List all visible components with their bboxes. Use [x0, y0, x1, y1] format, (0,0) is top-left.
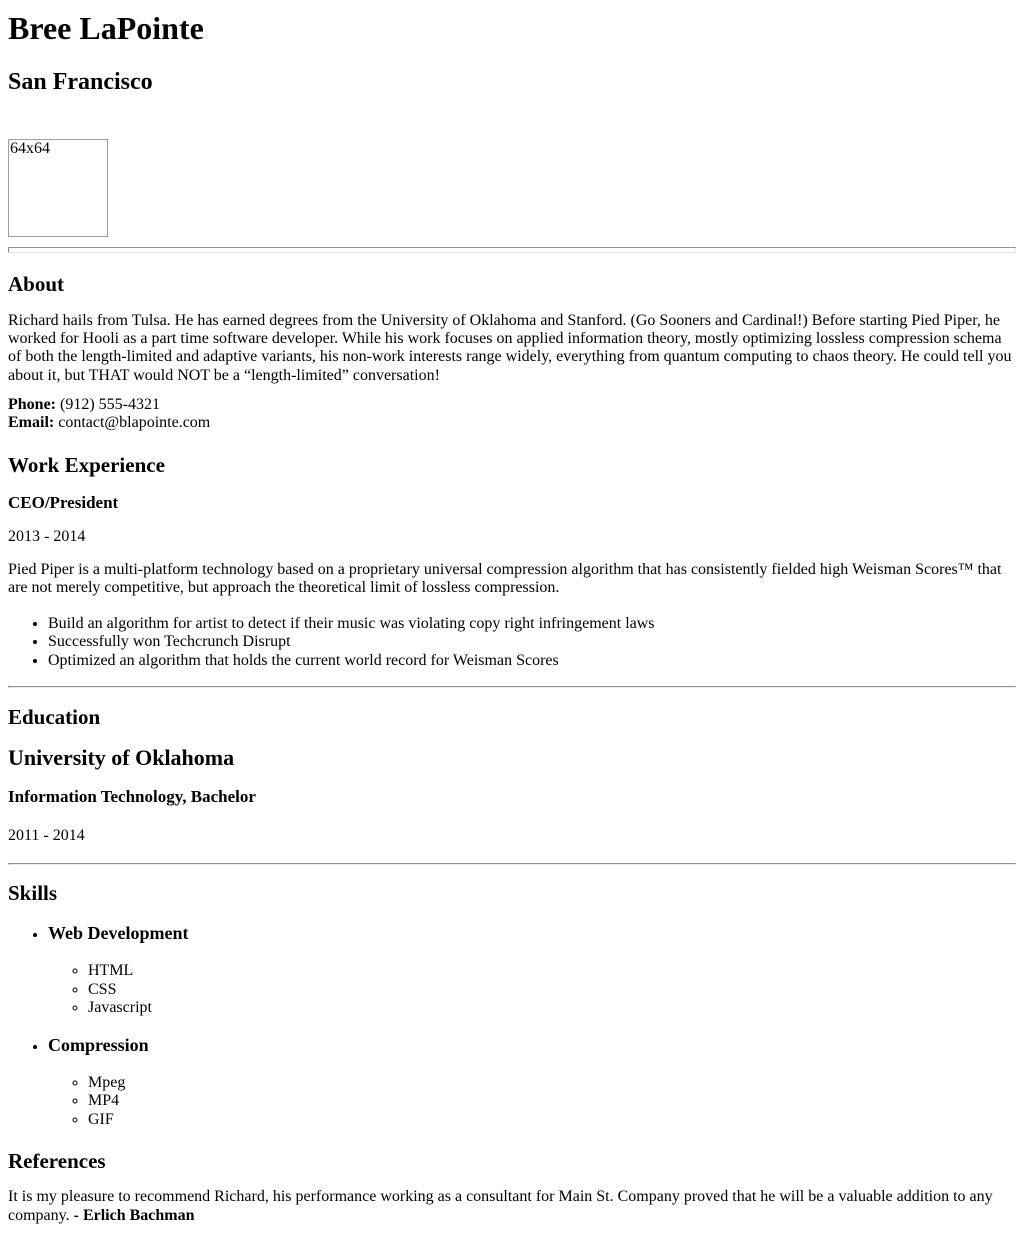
divider: [8, 686, 1016, 688]
skills-title: Skills: [8, 881, 58, 906]
job-highlight-item: • Successfully won Techcrunch Disrupt: [48, 633, 1016, 651]
job-highlight-item: • Build an algorithm for artist to detect if their music was violating copy right infringement laws: [48, 615, 1016, 633]
skill-keyword-item: ◦ GIF: [88, 1111, 1016, 1129]
phone-label: Phone:: [8, 396, 56, 414]
skills-section: [8, 881, 1016, 1129]
work-experience-title: Work Experience: [8, 452, 165, 477]
resume-header: [8, 10, 1016, 237]
about-title: About: [8, 272, 65, 297]
skill-group: [48, 1035, 1016, 1129]
job-highlight-item: • Optimized an algorithm that holds the current world record for Weisman Scores: [48, 652, 1016, 670]
skill-keyword-item: ◦ Javascript: [88, 999, 1016, 1017]
job-highlights-list: [8, 615, 1016, 670]
profile-image-placeholder: [8, 139, 108, 237]
institution-name: University of Oklahoma: [8, 745, 235, 771]
work-experience-section: [8, 453, 1016, 670]
about-section: [8, 272, 1016, 432]
reference-quote: [8, 1188, 1016, 1225]
education-title: Education: [8, 704, 101, 729]
person-city: San Francisco: [8, 68, 153, 95]
education-dates: 2011 - 2014: [8, 826, 85, 844]
job-dates: 2013 - 2014: [8, 527, 86, 545]
email-value: contact@blapointe.com: [54, 414, 211, 432]
job-position: CEO/President: [8, 493, 119, 513]
skill-keywords-list: [48, 1074, 1016, 1129]
skills-list: [8, 923, 1016, 1129]
skill-keyword-item: ◦ MP4: [88, 1092, 1016, 1110]
divider: [8, 863, 1016, 865]
skill-keywords-list: [48, 962, 1016, 1017]
person-name: Bree LaPointe: [8, 10, 204, 46]
degree-name: Information Technology, Bachelor: [8, 787, 256, 807]
education-section: [8, 705, 1016, 845]
contact-info: [8, 396, 1016, 433]
references-section: [8, 1149, 1016, 1225]
skill-group: [48, 923, 1016, 1017]
skill-keyword-item: ◦ HTML: [88, 962, 1016, 980]
skill-group-name: • Compression: [48, 1035, 149, 1056]
phone-value: (912) 555-4321: [56, 396, 160, 414]
references-title: References: [8, 1149, 106, 1174]
about-bio: Richard hails from Tulsa. He has earned degrees from the University of Oklahoma and Stanford. (Go Sooners and Cardinal!) Before starting Pied Piper, he worked for Hooli as a part time software developer. While his work focuses on applied information theory, mostly optimizing lossless compression schema of both the length-limited and adaptive variants, his non-work interests range widely, everything from quantum computing to chaos theory. He could tell you about it, but THAT would NOT be a “length-limited” conversation!: [8, 311, 1012, 384]
reference-text: It is my pleasure to recommend Richard, his performance working as a consultant for Main St. Company proved that he will be a valuable addition to any company.: [8, 1188, 993, 1224]
skill-group-name: • Web Development: [48, 923, 189, 944]
reference-author: - Erlich Bachman: [73, 1206, 195, 1224]
email-label: Email:: [8, 414, 55, 432]
job-summary: Pied Piper is a multi-platform technology based on a proprietary universal compression algorithm that has consistently fielded high Weisman Scores™ that are not merely competitive, but approach the theoretical limit of lossless compression.: [8, 560, 1002, 597]
broken-image-alt-text: 64x64: [10, 140, 50, 158]
skill-keyword-item: ◦ Mpeg: [88, 1074, 1016, 1092]
divider: [8, 247, 1016, 253]
skill-keyword-item: ◦ CSS: [88, 981, 1016, 999]
